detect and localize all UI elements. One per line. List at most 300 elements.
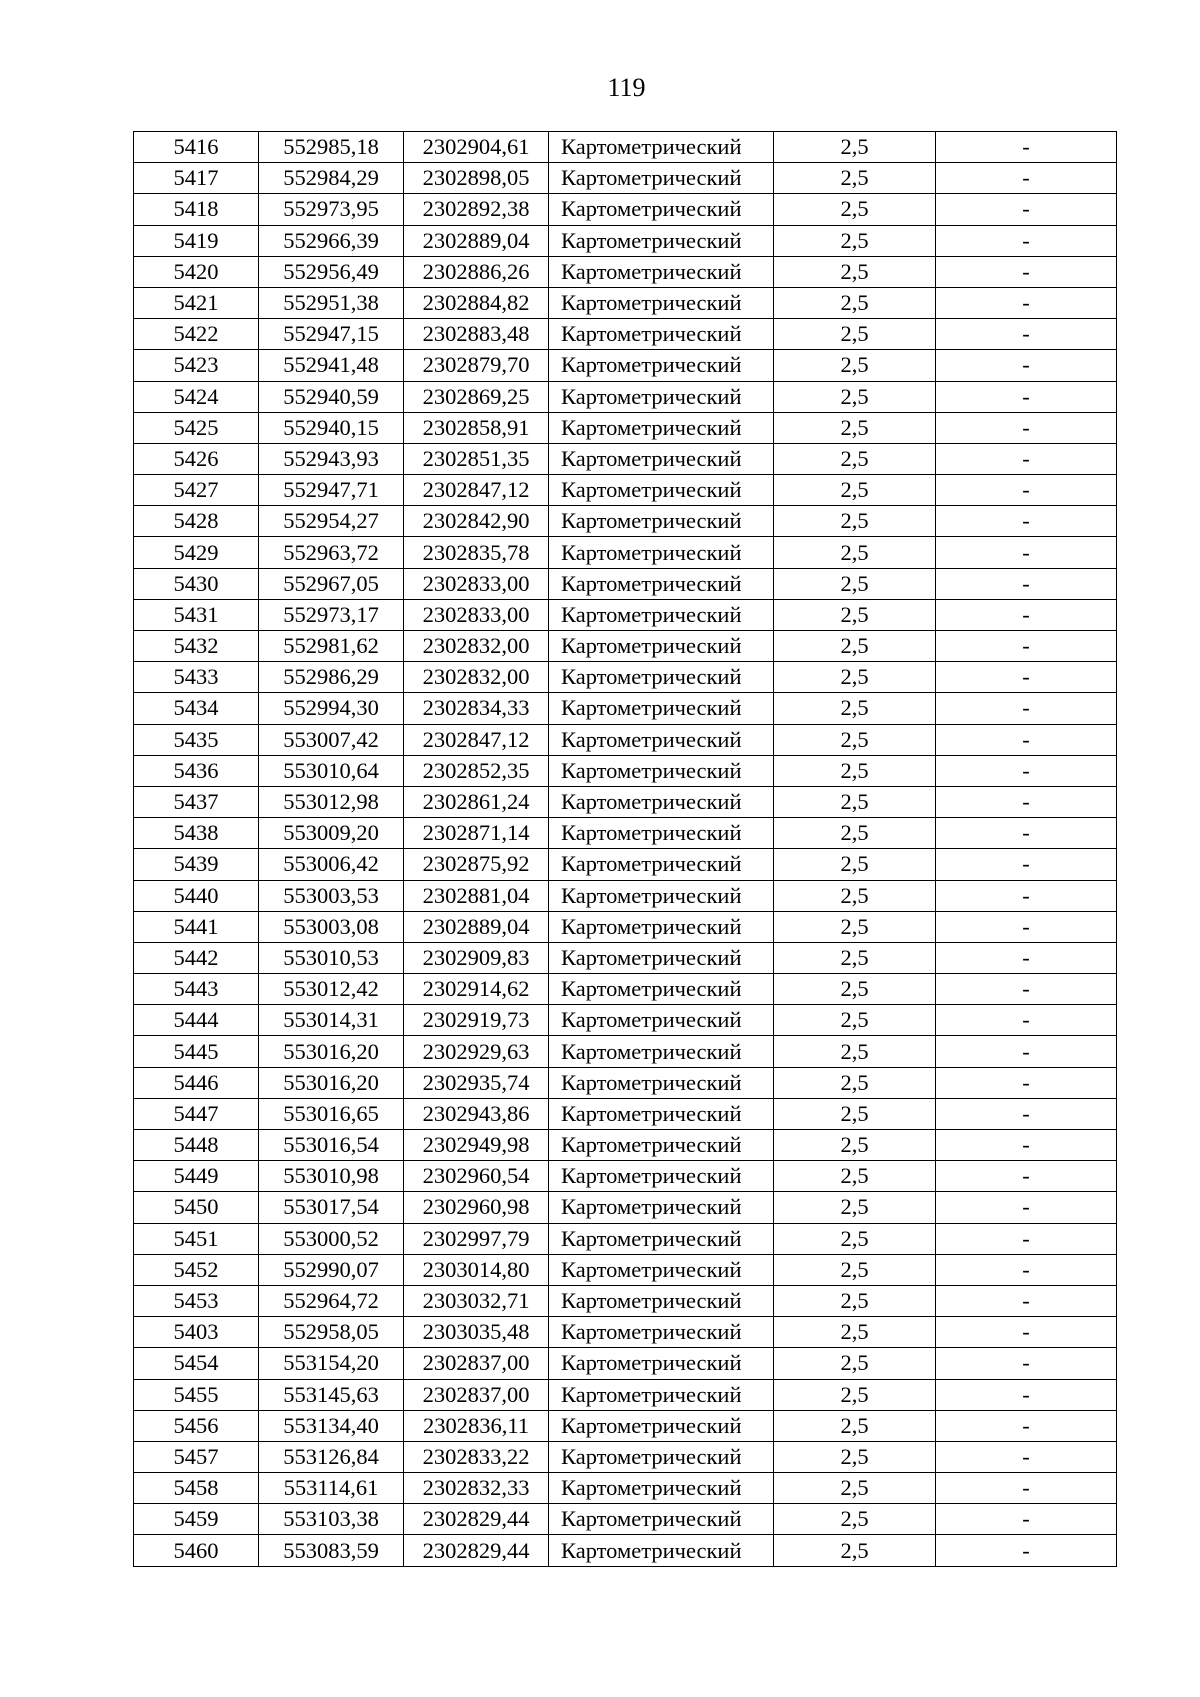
point-number-cell: 5423 <box>134 350 259 381</box>
accuracy-cell: 2,5 <box>774 163 936 194</box>
accuracy-cell: 2,5 <box>774 974 936 1005</box>
point-number-cell: 5422 <box>134 319 259 350</box>
x-coordinate-cell: 552966,39 <box>259 225 404 256</box>
note-cell: - <box>936 256 1117 287</box>
y-coordinate-cell: 2302829,44 <box>404 1504 549 1535</box>
method-cell: Картометрический <box>549 1285 774 1316</box>
point-number-cell: 5431 <box>134 599 259 630</box>
point-number-cell: 5435 <box>134 724 259 755</box>
x-coordinate-cell: 552964,72 <box>259 1285 404 1316</box>
y-coordinate-cell: 2302919,73 <box>404 1005 549 1036</box>
table-row <box>134 1441 1117 1472</box>
note-cell: - <box>936 1379 1117 1410</box>
accuracy-cell: 2,5 <box>774 1254 936 1285</box>
x-coordinate-cell: 553007,42 <box>259 724 404 755</box>
method-cell: Картометрический <box>549 319 774 350</box>
point-number-cell: 5437 <box>134 786 259 817</box>
method-cell: Картометрический <box>549 1005 774 1036</box>
method-cell: Картометрический <box>549 1098 774 1129</box>
point-number-cell: 5459 <box>134 1504 259 1535</box>
x-coordinate-cell: 552986,29 <box>259 662 404 693</box>
accuracy-cell: 2,5 <box>774 1036 936 1067</box>
note-cell: - <box>936 1130 1117 1161</box>
accuracy-cell: 2,5 <box>774 194 936 225</box>
accuracy-cell: 2,5 <box>774 132 936 163</box>
accuracy-cell: 2,5 <box>774 631 936 662</box>
y-coordinate-cell: 2302898,05 <box>404 163 549 194</box>
point-number-cell: 5442 <box>134 942 259 973</box>
page-number: 119 <box>607 73 646 102</box>
x-coordinate-cell: 553010,64 <box>259 755 404 786</box>
note-cell: - <box>936 1441 1117 1472</box>
point-number-cell: 5445 <box>134 1036 259 1067</box>
table-row <box>134 256 1117 287</box>
y-coordinate-cell: 2302889,04 <box>404 911 549 942</box>
note-cell: - <box>936 755 1117 786</box>
point-number-cell: 5438 <box>134 818 259 849</box>
table-row <box>134 1535 1117 1566</box>
method-cell: Картометрический <box>549 256 774 287</box>
accuracy-cell: 2,5 <box>774 942 936 973</box>
accuracy-cell: 2,5 <box>774 724 936 755</box>
x-coordinate-cell: 553016,20 <box>259 1067 404 1098</box>
method-cell: Картометрический <box>549 381 774 412</box>
y-coordinate-cell: 2302869,25 <box>404 381 549 412</box>
accuracy-cell: 2,5 <box>774 1504 936 1535</box>
accuracy-cell: 2,5 <box>774 412 936 443</box>
y-coordinate-cell: 2302837,00 <box>404 1348 549 1379</box>
method-cell: Картометрический <box>549 1254 774 1285</box>
note-cell: - <box>936 225 1117 256</box>
y-coordinate-cell: 2302879,70 <box>404 350 549 381</box>
table-row <box>134 412 1117 443</box>
table-row <box>134 537 1117 568</box>
method-cell: Картометрический <box>549 163 774 194</box>
x-coordinate-cell: 552940,15 <box>259 412 404 443</box>
x-coordinate-cell: 552973,17 <box>259 599 404 630</box>
point-number-cell: 5456 <box>134 1410 259 1441</box>
y-coordinate-cell: 2302881,04 <box>404 880 549 911</box>
y-coordinate-cell: 2302883,48 <box>404 319 549 350</box>
point-number-cell: 5429 <box>134 537 259 568</box>
method-cell: Картометрический <box>549 506 774 537</box>
accuracy-cell: 2,5 <box>774 1192 936 1223</box>
y-coordinate-cell: 2302829,44 <box>404 1535 549 1566</box>
table-row <box>134 1067 1117 1098</box>
x-coordinate-cell: 553103,38 <box>259 1504 404 1535</box>
x-coordinate-cell: 553006,42 <box>259 849 404 880</box>
point-number-cell: 5403 <box>134 1317 259 1348</box>
x-coordinate-cell: 552963,72 <box>259 537 404 568</box>
method-cell: Картометрический <box>549 132 774 163</box>
point-number-cell: 5446 <box>134 1067 259 1098</box>
accuracy-cell: 2,5 <box>774 443 936 474</box>
y-coordinate-cell: 2302929,63 <box>404 1036 549 1067</box>
x-coordinate-cell: 552951,38 <box>259 287 404 318</box>
accuracy-cell: 2,5 <box>774 319 936 350</box>
method-cell: Картометрический <box>549 755 774 786</box>
x-coordinate-cell: 553014,31 <box>259 1005 404 1036</box>
table-row <box>134 599 1117 630</box>
note-cell: - <box>936 724 1117 755</box>
x-coordinate-cell: 553003,53 <box>259 880 404 911</box>
note-cell: - <box>936 1317 1117 1348</box>
note-cell: - <box>936 381 1117 412</box>
point-number-cell: 5450 <box>134 1192 259 1223</box>
accuracy-cell: 2,5 <box>774 1473 936 1504</box>
x-coordinate-cell: 552940,59 <box>259 381 404 412</box>
note-cell: - <box>936 1285 1117 1316</box>
table-row <box>134 1348 1117 1379</box>
table-row <box>134 631 1117 662</box>
y-coordinate-cell: 2302832,00 <box>404 631 549 662</box>
note-cell: - <box>936 1254 1117 1285</box>
y-coordinate-cell: 2302834,33 <box>404 693 549 724</box>
x-coordinate-cell: 552943,93 <box>259 443 404 474</box>
accuracy-cell: 2,5 <box>774 1098 936 1129</box>
x-coordinate-cell: 553016,65 <box>259 1098 404 1129</box>
note-cell: - <box>936 880 1117 911</box>
note-cell: - <box>936 1504 1117 1535</box>
method-cell: Картометрический <box>549 1067 774 1098</box>
y-coordinate-cell: 2302851,35 <box>404 443 549 474</box>
table-row <box>134 1254 1117 1285</box>
point-number-cell: 5419 <box>134 225 259 256</box>
y-coordinate-cell: 2302949,98 <box>404 1130 549 1161</box>
table-row <box>134 132 1117 163</box>
x-coordinate-cell: 553134,40 <box>259 1410 404 1441</box>
x-coordinate-cell: 552947,71 <box>259 475 404 506</box>
y-coordinate-cell: 2302960,54 <box>404 1161 549 1192</box>
y-coordinate-cell: 2302960,98 <box>404 1192 549 1223</box>
y-coordinate-cell: 2302842,90 <box>404 506 549 537</box>
x-coordinate-cell: 552981,62 <box>259 631 404 662</box>
x-coordinate-cell: 553010,53 <box>259 942 404 973</box>
y-coordinate-cell: 2302847,12 <box>404 475 549 506</box>
table-row <box>134 1379 1117 1410</box>
point-number-cell: 5455 <box>134 1379 259 1410</box>
accuracy-cell: 2,5 <box>774 1410 936 1441</box>
accuracy-cell: 2,5 <box>774 350 936 381</box>
method-cell: Картометрический <box>549 786 774 817</box>
y-coordinate-cell: 2302835,78 <box>404 537 549 568</box>
method-cell: Картометрический <box>549 911 774 942</box>
x-coordinate-cell: 552984,29 <box>259 163 404 194</box>
accuracy-cell: 2,5 <box>774 693 936 724</box>
method-cell: Картометрический <box>549 412 774 443</box>
method-cell: Картометрический <box>549 693 774 724</box>
point-number-cell: 5417 <box>134 163 259 194</box>
method-cell: Картометрический <box>549 1036 774 1067</box>
table-row <box>134 818 1117 849</box>
x-coordinate-cell: 553012,42 <box>259 974 404 1005</box>
note-cell: - <box>936 1473 1117 1504</box>
y-coordinate-cell: 2302935,74 <box>404 1067 549 1098</box>
table-row <box>134 693 1117 724</box>
y-coordinate-cell: 2302847,12 <box>404 724 549 755</box>
note-cell: - <box>936 1067 1117 1098</box>
table-row <box>134 849 1117 880</box>
x-coordinate-cell: 552990,07 <box>259 1254 404 1285</box>
note-cell: - <box>936 1005 1117 1036</box>
method-cell: Картометрический <box>549 724 774 755</box>
note-cell: - <box>936 163 1117 194</box>
note-cell: - <box>936 1535 1117 1566</box>
table-row <box>134 1473 1117 1504</box>
method-cell: Картометрический <box>549 974 774 1005</box>
method-cell: Картометрический <box>549 631 774 662</box>
point-number-cell: 5447 <box>134 1098 259 1129</box>
x-coordinate-cell: 553016,20 <box>259 1036 404 1067</box>
table-row <box>134 1130 1117 1161</box>
accuracy-cell: 2,5 <box>774 1130 936 1161</box>
method-cell: Картометрический <box>549 1473 774 1504</box>
table-row <box>134 755 1117 786</box>
x-coordinate-cell: 552958,05 <box>259 1317 404 1348</box>
table-row <box>134 1317 1117 1348</box>
table-row <box>134 568 1117 599</box>
table-row <box>134 911 1117 942</box>
y-coordinate-cell: 2302832,33 <box>404 1473 549 1504</box>
y-coordinate-cell: 2303035,48 <box>404 1317 549 1348</box>
note-cell: - <box>936 1223 1117 1254</box>
y-coordinate-cell: 2302892,38 <box>404 194 549 225</box>
y-coordinate-cell: 2302943,86 <box>404 1098 549 1129</box>
point-number-cell: 5420 <box>134 256 259 287</box>
accuracy-cell: 2,5 <box>774 849 936 880</box>
accuracy-cell: 2,5 <box>774 537 936 568</box>
accuracy-cell: 2,5 <box>774 786 936 817</box>
x-coordinate-cell: 553114,61 <box>259 1473 404 1504</box>
point-number-cell: 5441 <box>134 911 259 942</box>
y-coordinate-cell: 2302997,79 <box>404 1223 549 1254</box>
note-cell: - <box>936 631 1117 662</box>
point-number-cell: 5433 <box>134 662 259 693</box>
point-number-cell: 5457 <box>134 1441 259 1472</box>
table-row <box>134 1005 1117 1036</box>
y-coordinate-cell: 2302861,24 <box>404 786 549 817</box>
y-coordinate-cell: 2302852,35 <box>404 755 549 786</box>
x-coordinate-cell: 553010,98 <box>259 1161 404 1192</box>
point-number-cell: 5453 <box>134 1285 259 1316</box>
note-cell: - <box>936 849 1117 880</box>
point-number-cell: 5444 <box>134 1005 259 1036</box>
accuracy-cell: 2,5 <box>774 1161 936 1192</box>
x-coordinate-cell: 553126,84 <box>259 1441 404 1472</box>
note-cell: - <box>936 662 1117 693</box>
point-number-cell: 5439 <box>134 849 259 880</box>
point-number-cell: 5443 <box>134 974 259 1005</box>
note-cell: - <box>936 537 1117 568</box>
table-row <box>134 724 1117 755</box>
table-row <box>134 287 1117 318</box>
method-cell: Картометрический <box>549 194 774 225</box>
method-cell: Картометрический <box>549 1192 774 1223</box>
note-cell: - <box>936 786 1117 817</box>
point-number-cell: 5454 <box>134 1348 259 1379</box>
y-coordinate-cell: 2302884,82 <box>404 287 549 318</box>
point-number-cell: 5428 <box>134 506 259 537</box>
table-row <box>134 1161 1117 1192</box>
method-cell: Картометрический <box>549 662 774 693</box>
note-cell: - <box>936 194 1117 225</box>
note-cell: - <box>936 942 1117 973</box>
method-cell: Картометрический <box>549 350 774 381</box>
method-cell: Картометрический <box>549 1441 774 1472</box>
y-coordinate-cell: 2302889,04 <box>404 225 549 256</box>
accuracy-cell: 2,5 <box>774 1223 936 1254</box>
table-row <box>134 1223 1117 1254</box>
accuracy-cell: 2,5 <box>774 381 936 412</box>
table-row <box>134 1036 1117 1067</box>
y-coordinate-cell: 2302837,00 <box>404 1379 549 1410</box>
point-number-cell: 5425 <box>134 412 259 443</box>
table-row <box>134 1098 1117 1129</box>
note-cell: - <box>936 1192 1117 1223</box>
point-number-cell: 5430 <box>134 568 259 599</box>
method-cell: Картометрический <box>549 1379 774 1410</box>
accuracy-cell: 2,5 <box>774 225 936 256</box>
accuracy-cell: 2,5 <box>774 1348 936 1379</box>
point-number-cell: 5432 <box>134 631 259 662</box>
x-coordinate-cell: 553009,20 <box>259 818 404 849</box>
x-coordinate-cell: 553017,54 <box>259 1192 404 1223</box>
point-number-cell: 5416 <box>134 132 259 163</box>
x-coordinate-cell: 552954,27 <box>259 506 404 537</box>
x-coordinate-cell: 553154,20 <box>259 1348 404 1379</box>
x-coordinate-cell: 552947,15 <box>259 319 404 350</box>
method-cell: Картометрический <box>549 1161 774 1192</box>
accuracy-cell: 2,5 <box>774 568 936 599</box>
method-cell: Картометрический <box>549 443 774 474</box>
coordinates-table <box>133 131 1117 1567</box>
x-coordinate-cell: 552985,18 <box>259 132 404 163</box>
note-cell: - <box>936 599 1117 630</box>
method-cell: Картометрический <box>549 1348 774 1379</box>
x-coordinate-cell: 552973,95 <box>259 194 404 225</box>
note-cell: - <box>936 350 1117 381</box>
y-coordinate-cell: 2302832,00 <box>404 662 549 693</box>
method-cell: Картометрический <box>549 1535 774 1566</box>
table-row <box>134 1285 1117 1316</box>
table-row <box>134 163 1117 194</box>
point-number-cell: 5436 <box>134 755 259 786</box>
accuracy-cell: 2,5 <box>774 287 936 318</box>
method-cell: Картометрический <box>549 287 774 318</box>
point-number-cell: 5451 <box>134 1223 259 1254</box>
accuracy-cell: 2,5 <box>774 1317 936 1348</box>
x-coordinate-cell: 553145,63 <box>259 1379 404 1410</box>
note-cell: - <box>936 1410 1117 1441</box>
table-row <box>134 194 1117 225</box>
accuracy-cell: 2,5 <box>774 1285 936 1316</box>
table-row <box>134 974 1117 1005</box>
table-row <box>134 786 1117 817</box>
y-coordinate-cell: 2302904,61 <box>404 132 549 163</box>
method-cell: Картометрический <box>549 1130 774 1161</box>
x-coordinate-cell: 552941,48 <box>259 350 404 381</box>
table-row <box>134 350 1117 381</box>
point-number-cell: 5434 <box>134 693 259 724</box>
table-row <box>134 1504 1117 1535</box>
point-number-cell: 5426 <box>134 443 259 474</box>
table-row <box>134 381 1117 412</box>
note-cell: - <box>936 319 1117 350</box>
note-cell: - <box>936 412 1117 443</box>
table-row <box>134 319 1117 350</box>
x-coordinate-cell: 553000,52 <box>259 1223 404 1254</box>
method-cell: Картометрический <box>549 1317 774 1348</box>
point-number-cell: 5440 <box>134 880 259 911</box>
y-coordinate-cell: 2302886,26 <box>404 256 549 287</box>
accuracy-cell: 2,5 <box>774 911 936 942</box>
note-cell: - <box>936 1098 1117 1129</box>
note-cell: - <box>936 443 1117 474</box>
accuracy-cell: 2,5 <box>774 818 936 849</box>
note-cell: - <box>936 1348 1117 1379</box>
table-row <box>134 475 1117 506</box>
accuracy-cell: 2,5 <box>774 1005 936 1036</box>
x-coordinate-cell: 553003,08 <box>259 911 404 942</box>
accuracy-cell: 2,5 <box>774 506 936 537</box>
table-row <box>134 506 1117 537</box>
table-row <box>134 942 1117 973</box>
y-coordinate-cell: 2302858,91 <box>404 412 549 443</box>
note-cell: - <box>936 693 1117 724</box>
note-cell: - <box>936 287 1117 318</box>
method-cell: Картометрический <box>549 599 774 630</box>
point-number-cell: 5418 <box>134 194 259 225</box>
point-number-cell: 5449 <box>134 1161 259 1192</box>
x-coordinate-cell: 553083,59 <box>259 1535 404 1566</box>
point-number-cell: 5452 <box>134 1254 259 1285</box>
y-coordinate-cell: 2302875,92 <box>404 849 549 880</box>
note-cell: - <box>936 818 1117 849</box>
accuracy-cell: 2,5 <box>774 755 936 786</box>
y-coordinate-cell: 2303032,71 <box>404 1285 549 1316</box>
x-coordinate-cell: 552967,05 <box>259 568 404 599</box>
table-row <box>134 225 1117 256</box>
x-coordinate-cell: 552994,30 <box>259 693 404 724</box>
table-row <box>134 880 1117 911</box>
coordinates-table-body <box>134 132 1117 1567</box>
table-row <box>134 1410 1117 1441</box>
y-coordinate-cell: 2302833,22 <box>404 1441 549 1472</box>
y-coordinate-cell: 2302871,14 <box>404 818 549 849</box>
y-coordinate-cell: 2303014,80 <box>404 1254 549 1285</box>
method-cell: Картометрический <box>549 537 774 568</box>
note-cell: - <box>936 974 1117 1005</box>
accuracy-cell: 2,5 <box>774 599 936 630</box>
note-cell: - <box>936 132 1117 163</box>
y-coordinate-cell: 2302836,11 <box>404 1410 549 1441</box>
point-number-cell: 5458 <box>134 1473 259 1504</box>
note-cell: - <box>936 1036 1117 1067</box>
accuracy-cell: 2,5 <box>774 662 936 693</box>
note-cell: - <box>936 911 1117 942</box>
method-cell: Картометрический <box>549 880 774 911</box>
note-cell: - <box>936 475 1117 506</box>
table-row <box>134 443 1117 474</box>
accuracy-cell: 2,5 <box>774 1441 936 1472</box>
accuracy-cell: 2,5 <box>774 1535 936 1566</box>
accuracy-cell: 2,5 <box>774 880 936 911</box>
accuracy-cell: 2,5 <box>774 1067 936 1098</box>
point-number-cell: 5421 <box>134 287 259 318</box>
accuracy-cell: 2,5 <box>774 1379 936 1410</box>
accuracy-cell: 2,5 <box>774 256 936 287</box>
point-number-cell: 5427 <box>134 475 259 506</box>
